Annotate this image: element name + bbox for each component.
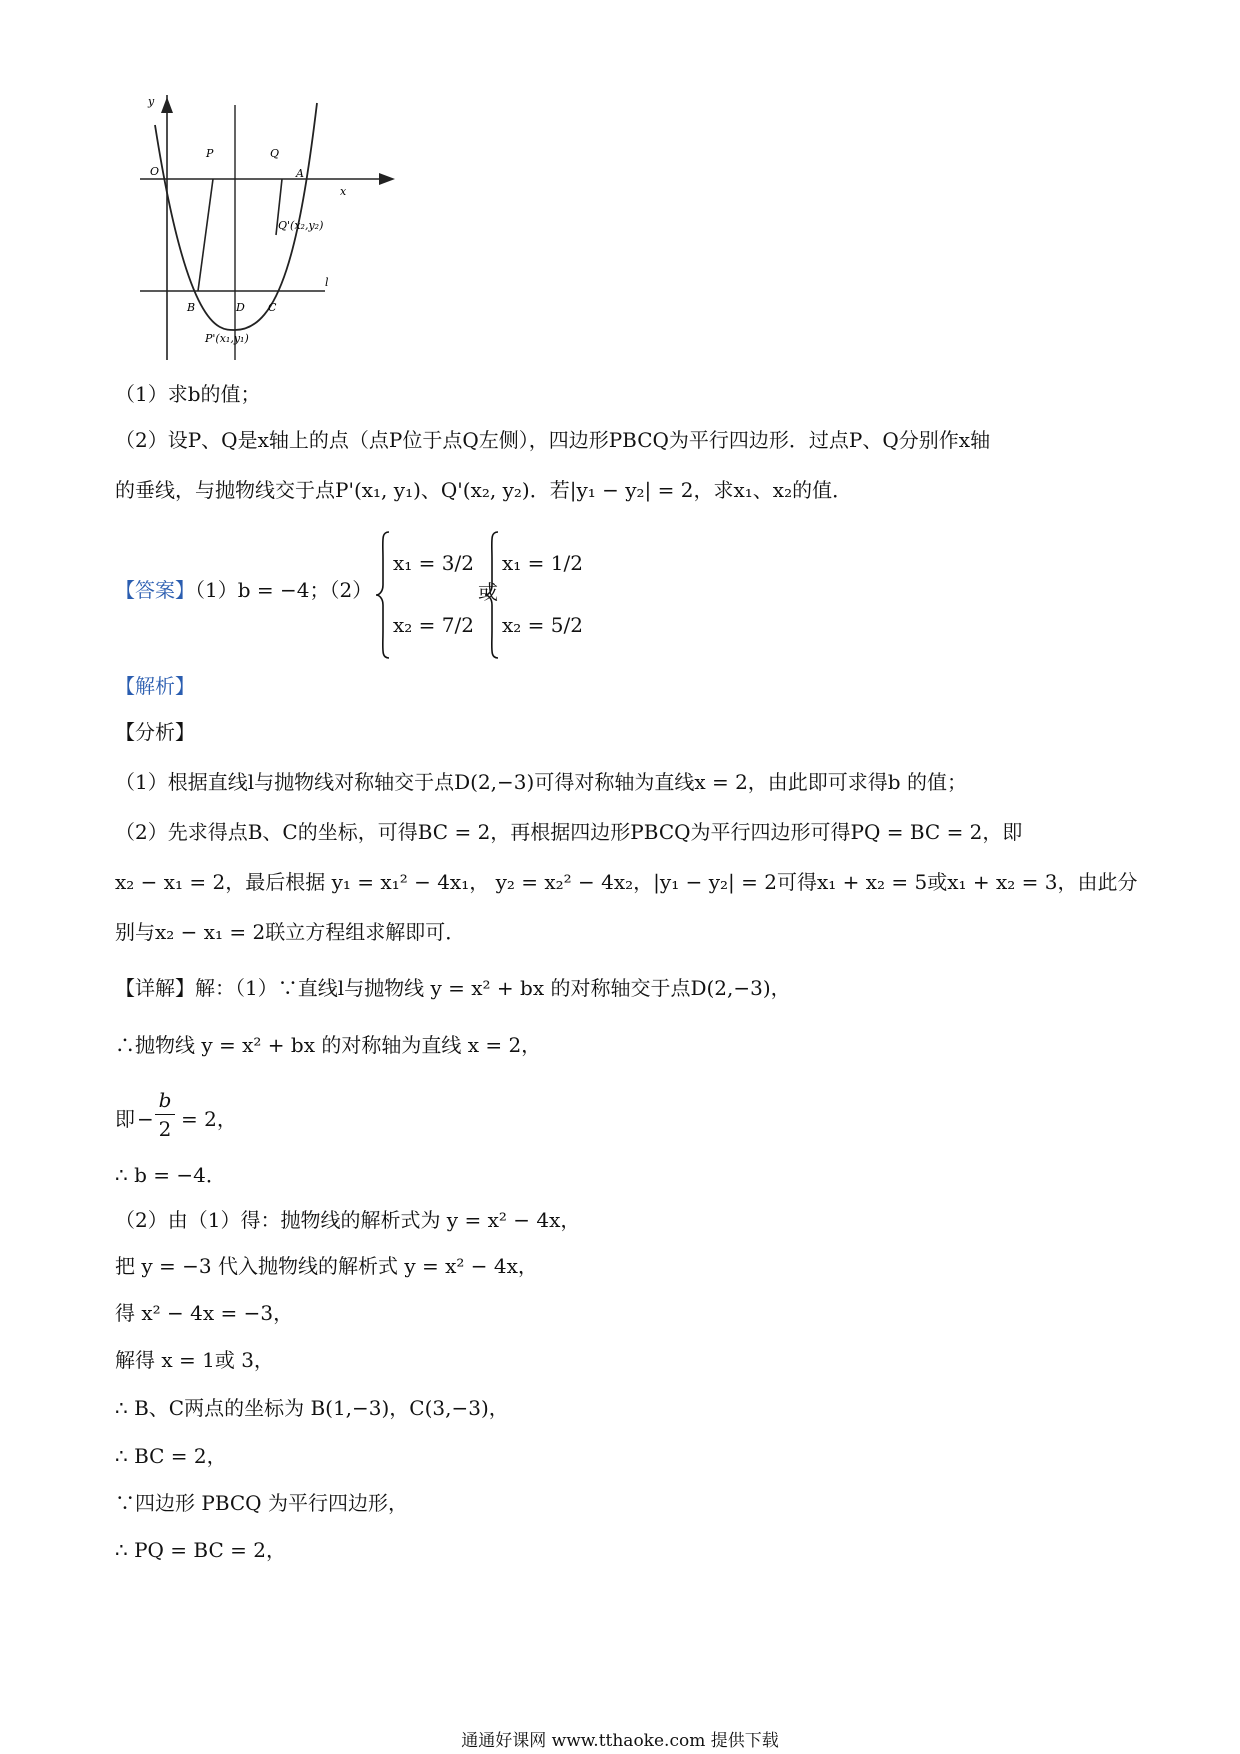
fenxi-tag: 【分析】	[115, 720, 195, 744]
answer-brace-2	[484, 530, 500, 660]
answer-brace-1	[375, 530, 391, 660]
analysis-tag: 【解析】	[115, 674, 195, 698]
detail-line-7: 得 x² − 4x = −3，	[115, 1301, 294, 1325]
fraction-denominator: 2	[158, 1117, 172, 1141]
detail-line-11: ∵四边形 PBCQ 为平行四边形，	[115, 1491, 408, 1515]
footer-credit: 通通好课网 www.tthaoke.com 提供下载	[461, 1731, 779, 1751]
fraction-minus: −	[137, 1107, 154, 1131]
detail-line-8: 解得 x = 1或 3，	[115, 1348, 274, 1372]
label-p: P	[206, 147, 214, 160]
label-b: B	[187, 301, 196, 314]
fenxi-line-4: 别与x₂ − x₁ = 2联立方程组求解即可．	[115, 920, 466, 944]
label-x: x	[340, 185, 347, 198]
answer-line	[115, 580, 372, 600]
fraction	[155, 1090, 175, 1139]
detail-line-5: （2）由（1）得：抛物线的解析式为 y = x² − 4x，	[115, 1208, 581, 1232]
answer-system-1-top: x₁ = 3/2	[393, 551, 474, 575]
detail-line-4: ∴ b = −4．	[115, 1163, 226, 1187]
label-q: Q	[270, 147, 280, 160]
label-q-prime: Q'(x₂,y₂)	[278, 219, 324, 232]
detail-line-2: ∴抛物线 y = x² + bx 的对称轴为直线 x = 2，	[115, 1033, 542, 1057]
label-origin: O	[150, 165, 160, 178]
parabola-figure	[140, 95, 400, 365]
detail-line-6: 把 y = −3 代入抛物线的解析式 y = x² − 4x，	[115, 1254, 538, 1278]
fenxi-line-1: （1）根据直线l与抛物线对称轴交于点D(2,−3)可得对称轴为直线x = 2，由此即可求得b 的值；	[115, 770, 967, 794]
answer-tag: 【答案】	[115, 578, 195, 602]
answer-system-2-top: x₁ = 1/2	[502, 551, 583, 575]
label-p-prime: P'(x₁,y₁)	[205, 332, 249, 345]
label-a: A	[296, 167, 304, 180]
detail-line-12: ∴ PQ = BC = 2，	[115, 1538, 286, 1562]
answer-system-1-bottom: x₂ = 7/2	[393, 613, 474, 637]
detail-line-3-suffix: = 2，	[181, 1107, 237, 1131]
fraction-bar	[155, 1114, 175, 1115]
question-2-line-2: 的垂线，与抛物线交于点P'(x₁, y₁)、Q'(x₂, y₂)．若|y₁ − y₂| = 2，求x₁、x₂的值．	[115, 478, 853, 502]
question-1: （1）求b的值；	[115, 382, 261, 406]
parabola	[155, 103, 317, 330]
fenxi-line-3: x₂ − x₁ = 2，最后根据 y₁ = x₁² − 4x₁， y₂ = x₂² − 4x₂，|y₁ − y₂| = 2可得x₁ + x₂ = 5或x₁ + x₂ = 3，由此分	[115, 870, 1138, 894]
fraction-numerator: b	[158, 1088, 172, 1112]
answer-or: 或	[478, 580, 498, 604]
segment-pp	[198, 179, 213, 291]
detail-line-3-prefix: 即	[115, 1107, 135, 1131]
detail-line-1: 【详解】解：（1）∵直线l与抛物线 y = x² + bx 的对称轴交于点D(2,−3)，	[115, 976, 791, 1000]
label-l: l	[325, 276, 329, 289]
fenxi-line-2: （2）先求得点B、C的坐标，可得BC = 2，再根据四边形PBCQ为平行四边形可得PQ = BC = 2，即	[115, 820, 1023, 844]
label-y: y	[148, 95, 155, 108]
y-axis-arrow	[161, 97, 173, 113]
label-c: C	[268, 301, 277, 314]
answer-system-2-bottom: x₂ = 5/2	[502, 613, 583, 637]
detail-line-9: ∴ B、C两点的坐标为 B(1,−3)，C(3,−3)，	[115, 1396, 509, 1420]
label-d: D	[236, 301, 245, 314]
x-axis-arrow	[379, 173, 395, 185]
detail-line-10: ∴ BC = 2，	[115, 1444, 227, 1468]
question-2-line-1: （2）设P、Q是x轴上的点（点P位于点Q左侧），四边形PBCQ为平行四边形．过点P、Q分别作x轴	[115, 428, 991, 452]
answer-part1: （1）b = −4；（2）	[195, 578, 373, 602]
